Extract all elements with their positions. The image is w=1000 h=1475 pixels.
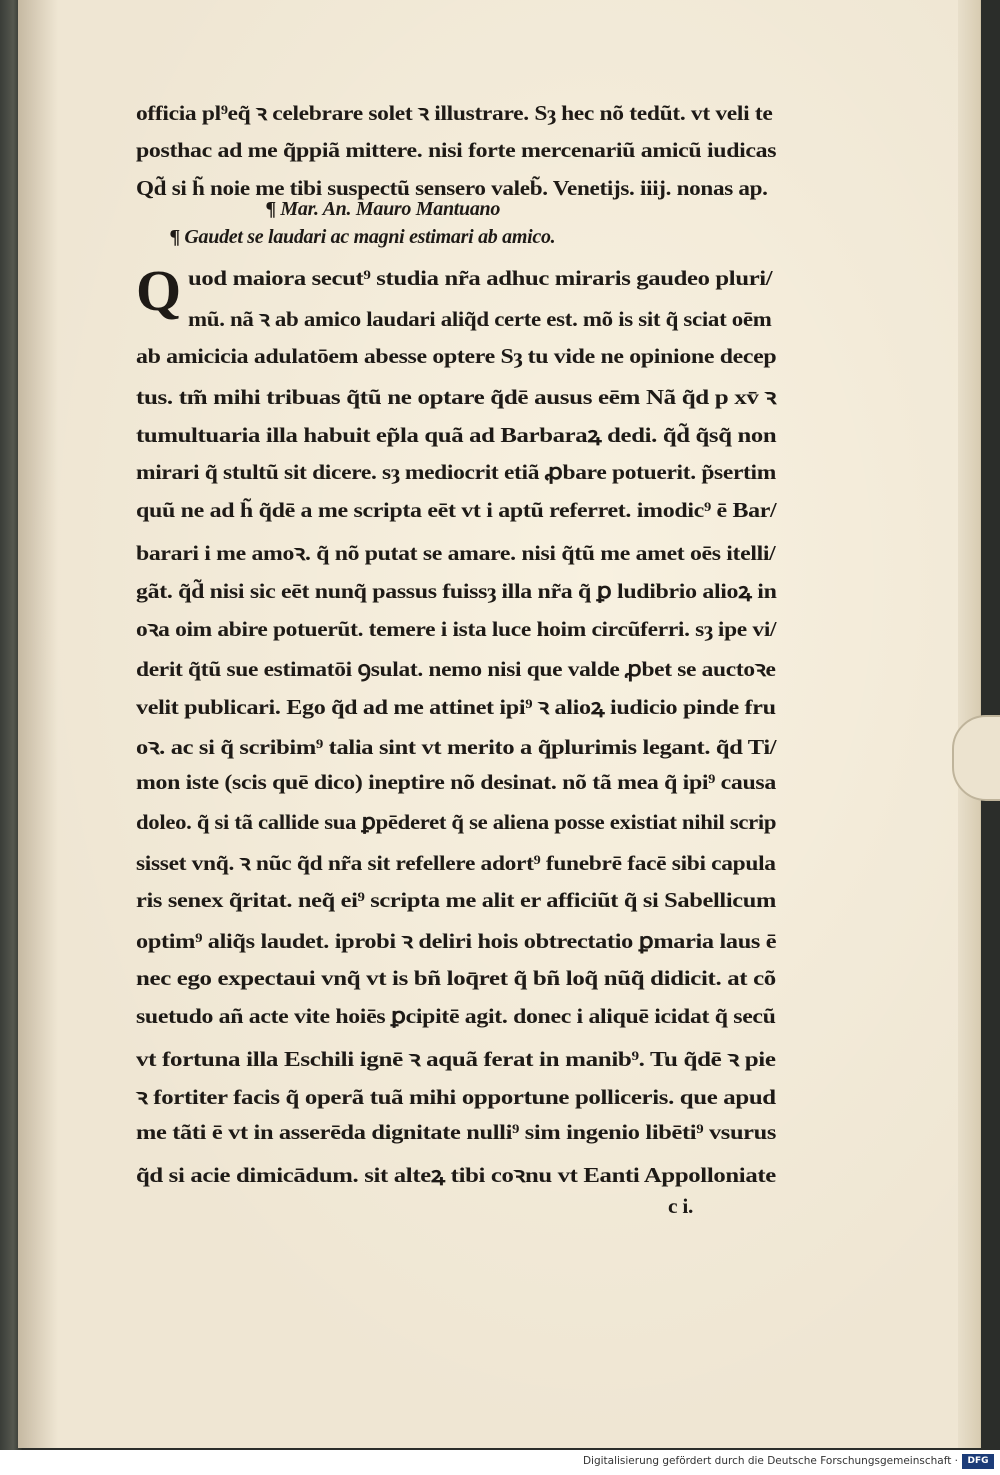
text-line: suetudo añ acte vite hoiēs ꝑcipitē agit. donec i aliquē icidat q̃ secũ (136, 1004, 776, 1028)
text-line: tus. tm̃ mihi tribuas q̃tũ ne optare q̃dē ausus eēm Nã q̃d p xv̄ ꝛ (136, 385, 776, 409)
text-line: vt fortuna illa Eschili ignē ꝛ aquã ferat in manib⁹. Tu q̃dē ꝛ pie (136, 1047, 776, 1071)
text-line: tumultuaria illa habuit ep̃la quã ad Barbaraꝝ dedi. q̃d̃ q̃sq̃ non (136, 423, 777, 447)
text-line: doleo. q̃ si tã callide sua ꝑpēderet q̃ se aliena posse existiat nihil scrip (136, 810, 777, 834)
text-line: sisset vnq̃. ꝛ nũc q̃d nr̃a sit refellere adort⁹ funebrē facē sibi capula (136, 851, 776, 875)
dfg-logo-icon: DFG (962, 1454, 994, 1469)
letter-summary: ¶ Gaudet se laudari ac magni estimari ab amico. (170, 226, 556, 248)
digitization-footer (0, 1450, 1000, 1475)
funding-credit: Digitalisierung gefördert durch die Deutsche Forschungsgemeinschaft · (582, 1455, 958, 1467)
text-line: optim⁹ aliq̃s laudet. iprobi ꝛ deliri hois obtrectatio ꝑmaria laus ē (136, 929, 777, 953)
letter-heading: ¶ Mar. An. Mauro Mantuano (266, 198, 501, 220)
text-line: ꝛ fortiter facis q̃ operã tuã mihi opportune polliceris. que apud (136, 1085, 776, 1109)
text-line: mirari q̃ stultũ sit dicere. sȝ mediocrit etiã ꝓbare potuerit. p̃sertim (136, 460, 776, 484)
page-clasp-tab (952, 715, 1000, 801)
text-line: uod maiora secut⁹ studia nr̃a adhuc miraris gaudeo pluri/ (188, 266, 773, 290)
text-line: officia pl⁹eq̃ ꝛ celebrare solet ꝛ illustrare. Sȝ hec nõ tedũt. vt veli te (136, 101, 773, 125)
text-line: Qd̃ si h̃ noie me tibi suspectũ sensero valeb̃. Venetijs. iiij. nonas ap. (136, 176, 768, 200)
drop-capital: Q (136, 258, 182, 323)
text-line: posthac ad me q̃ppiã mittere. nisi forte mercenariũ amicũ iudicas (136, 138, 777, 162)
text-line: nec ego expectaui vnq̃ vt is bñ loq̄ret q̃ bñ loq̃ nũq̃ didicit. at cõ (136, 966, 776, 990)
text-line: me tãti ē vt in asserēda dignitate nulli⁹ sim ingenio libēti⁹ vsurus (136, 1120, 777, 1144)
text-line: derit q̃tũ sue estimatōi ꝯsulat. nemo nisi que valde ꝓbet se auctoꝛe (136, 657, 776, 681)
text-line: ris senex q̃ritat. neq̃ ei⁹ scripta me alit er afficiũt q̃ si Sabellicum (136, 888, 776, 912)
text-line: oꝛa oim abire potuerũt. temere i ista luce hoim circũferri. sȝ ipe vi/ (136, 617, 777, 641)
text-line: quũ ne ad h̃ q̃dē a me scripta eēt vt i aptũ referret. imodic⁹ ē Bar/ (136, 498, 777, 522)
text-line: ab amicicia adulatōem abesse optere Sȝ tu vide ne opinione decep (136, 344, 777, 368)
text-line: oꝛ. ac si q̃ scribim⁹ talia sint vt merito a q̃plurimis legant. q̃d Ti/ (136, 735, 777, 759)
text-line: mon iste (scis quē dico) ineptire nõ desinat. nõ tã mea q̃ ipi⁹ causa (136, 770, 776, 794)
text-line: barari i me amoꝛ. q̃ nõ putat se amare. nisi q̃tũ me amet oēs itelli/ (136, 541, 776, 565)
text-line: q̃d si acie dimicādum. sit alteꝝ tibi coꝛnu vt Eanti Appolloniate (136, 1163, 776, 1187)
text-line: gãt. q̃d̃ nisi sic eēt nunq̃ passus fuissȝ illa nr̃a q̃ ꝑ ludibrio alioꝝ in (136, 579, 777, 603)
signature-mark: c i. (668, 1194, 694, 1218)
text-line: velit publicari. Ego q̃d ad me attinet ipi⁹ ꝛ alioꝝ iudicio pinde fru (136, 695, 776, 719)
text-line: mũ. nã ꝛ ab amico laudari aliq̃d certe est. mõ is sit q̃ sciat oēm (188, 307, 772, 331)
